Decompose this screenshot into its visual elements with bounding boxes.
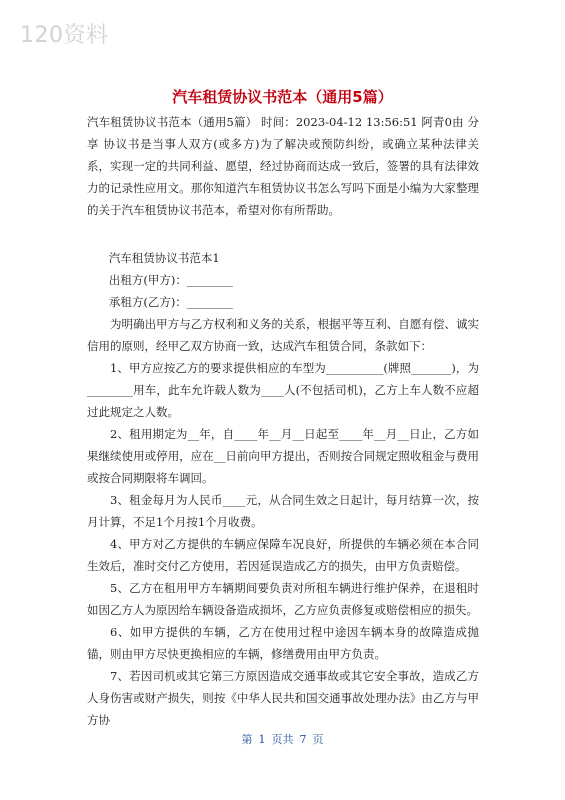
document-body	[87, 111, 479, 731]
document-title: 汽车租赁协议书范本（通用5篇）	[172, 88, 393, 106]
clause-5: 5、乙方在租用甲方车辆期间要负责对所租车辆进行维护保养，在退租时如因乙方人为原因给车辆设备造成损坏，乙方应负责修复或赔偿相应的损失。	[87, 581, 479, 617]
page-current: 1	[258, 733, 266, 746]
lessee-label: 承租方(乙方)：________	[108, 295, 233, 309]
page-end: 页	[312, 733, 324, 746]
page-mid: 页共	[271, 733, 294, 746]
page-total: 7	[299, 733, 307, 746]
intro-paragraph: 汽车租赁协议书范本（通用5篇） 时间：2023-04-12 13:56:51 阿青0由 分享 协议书是当事人双方(或多方)为了解决或预防纠纷，或确立某种法律关系，实现一定的共同利益、愿望，经过协商而达成一致后，签署的具有法律效力的记录性应用文。那你知道汽车租赁协议书怎么写吗下面是小编为大家整理的关于汽车租赁协议书范本，希望对你有所帮助。	[87, 115, 479, 217]
lessor-label: 出租方(甲方)：________	[108, 273, 233, 287]
clause-3: 3、租金每月为人民币____元，从合同生效之日起计，每月结算一次，按月计算，不足1个月按1个月收费。	[87, 493, 479, 529]
spacer	[87, 221, 479, 247]
clause-4: 4、甲方对乙方提供的车辆应保障车况良好，所提供的车辆必须在本合同生效后，准时交付乙方使用，若因延误造成乙方的损失，由甲方负责赔偿。	[87, 537, 479, 573]
watermark-logo: 120资料	[20, 23, 109, 48]
page-footer	[0, 731, 565, 747]
clause-2: 2、租用期定为__年，自____年__月__日起至____年__月__日止，乙方如果继续使用或停用，应在__日前向甲方提出，否则按合同规定照收租金与费用或按合同期限将车调回。	[87, 427, 479, 485]
page-word: 第	[241, 733, 253, 746]
sample-heading: 汽车租赁协议书范本1	[108, 251, 220, 265]
preamble-paragraph: 为明确出甲方与乙方权利和义务的关系，根据平等互利、自愿有偿、诚实信用的原则，经甲乙双方协商一致，达成汽车租赁合同，条款如下：	[87, 317, 479, 353]
clause-6: 6、如甲方提供的车辆，乙方在使用过程中途因车辆本身的故障造成抛锚，则由甲方尽快更换相应的车辆，修缮费用由甲方负责。	[87, 625, 479, 661]
clause-7: 7、若因司机或其它第三方原因造成交通事故或其它安全事故，造成乙方人身伤害或财产损失，则按《中华人民共和国交通事故处理办法》由乙方与甲方协	[87, 669, 479, 727]
clause-1: 1、甲方应按乙方的要求提供相应的车型为__________(牌照_______)，为________用车，此车允许载人数为____人(不包括司机)，乙方上车人数不应超过此规定之人数。	[87, 361, 479, 419]
